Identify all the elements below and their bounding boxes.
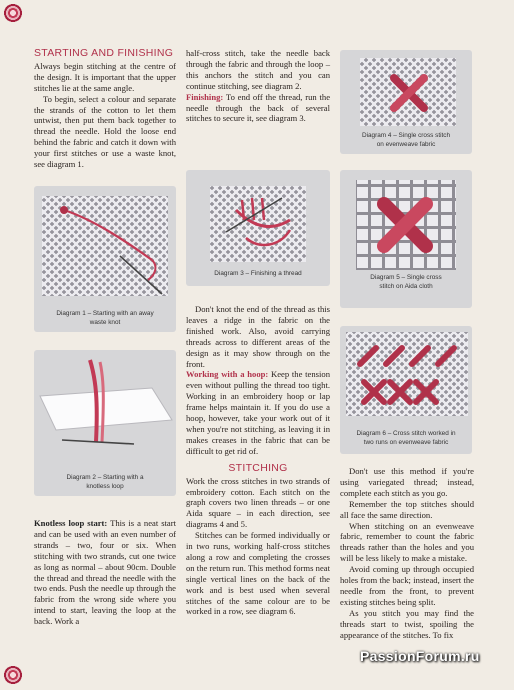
- hoop-text: Keep the tension even without pulling the thread too tight. Working in an embroidery hoop or lap frame helps maintain it. If you do use a hoop, however, take your work out of it when you're not stitching, as leaving it in makes creases in the fabric that can be difficult to get rid of.: [186, 369, 330, 456]
- diagram-4: [340, 50, 472, 154]
- column-1-intro: [34, 48, 176, 170]
- diagram-6-caption: Diagram 6 – Cross stitch worked in two runs on evenweave fabric: [356, 430, 456, 446]
- paragraph: To begin, select a colour and separate the strands of the cotton to let them untwist, then put them back together to thread the needle. Hold the loose end behind the fabric and catch it down with your first stitches or use a waste knot, see diagram 1.: [34, 93, 176, 170]
- heading-starting-finishing: STARTING AND FINISHING: [34, 47, 174, 59]
- paragraph: As you stitch you may find the threads start to twist, spoiling the appearance of the stitches. To fix: [340, 607, 474, 640]
- paragraph: Don't knot the end of the thread as this leaves a ridge in the fabric on the finished work. Also, avoid carrying threads across to different areas of the design as it may show through on the front.: [186, 304, 330, 369]
- diagram-3: [186, 170, 330, 286]
- diagram-2: [34, 350, 176, 496]
- paragraph: Remember the top stitches should all face the same direction.: [340, 498, 474, 520]
- column-2-top: [186, 48, 330, 124]
- paragraph: Always begin stitching at the centre of the design. It is important that the upper stitches lie at the same angle.: [34, 60, 176, 93]
- diagram-5-illustration: [340, 170, 472, 270]
- diagram-1: [34, 186, 176, 332]
- diagram-6: [340, 326, 472, 454]
- paragraph: When stitching on an evenweave fabric, remember to count the fabric threads rather than the holes and you will be less likely to make a mistake.: [340, 520, 474, 564]
- watermark-site-label: PassionForum.ru: [360, 648, 480, 664]
- diagram-2-illustration: [34, 350, 176, 462]
- diagram-5: [340, 170, 472, 308]
- heading-stitching: STITCHING: [228, 461, 288, 474]
- diagram-1-illustration: [34, 190, 176, 302]
- knotless-loop-text: This is a neat start and can be used with an even number of strands – two, four or six. When stitching with two strands, cut one twice as long as normal – about 90cm. Double the thread and thread the needle with the two ends. Push the needle up through the fabric from the wrong side where you intend to start, leaving the loop at the back. Work a: [34, 518, 176, 627]
- column-3-text: [340, 466, 474, 641]
- diagram-6-illustration: [340, 326, 472, 416]
- paragraph: [186, 92, 330, 125]
- finishing-label: Finishing:: [186, 91, 224, 102]
- column-2-middle: [186, 304, 330, 617]
- paragraph: [186, 369, 330, 456]
- paragraph: Stitches can be formed individually or in two runs, working half-cross stitches along a row and completing the crosses on the return run. This method forms neat single vertical lines on the back of the work and is best used when several stitches of the same colour are to be worked in a row, see diagram 6.: [186, 530, 330, 617]
- diagram-2-caption: Diagram 2 – Starting with a knotless loop: [66, 474, 144, 490]
- hoop-label: Working with a hoop:: [186, 369, 269, 380]
- corner-ornament-bottom-left: [2, 664, 24, 686]
- diagram-4-caption: Diagram 4 – Single cross stitch on evenweave fabric: [361, 132, 451, 148]
- paragraph: Work the cross stitches in two strands of embroidery cotton. Each stitch on the graph covers two linen threads – or one Aida square – in each direction, see diagrams 4 and 5.: [186, 475, 330, 530]
- paragraph: half-cross stitch, take the needle back through the fabric and through the loop – this anchors the stitch and you can continue stitching, see diagram 2.: [186, 48, 330, 91]
- diagram-5-caption: Diagram 5 – Single cross stitch on Aida cloth: [370, 274, 442, 290]
- diagram-3-caption: Diagram 3 – Finishing a thread: [214, 270, 302, 277]
- diagram-1-caption: Diagram 1 – Starting with an away waste knot: [56, 310, 154, 326]
- paragraph: Avoid coming up through occupied holes from the back; instead, insert the needle from the front, to prevent existing stitches being split.: [340, 564, 474, 607]
- corner-ornament-top-left: [2, 2, 24, 24]
- paragraph: [34, 518, 176, 627]
- diagram-3-illustration: [186, 170, 330, 266]
- column-1-knotless: [34, 518, 176, 627]
- finishing-text: To end off the thread, run the needle through the back of several stitches to secure it, see diagram 3.: [186, 91, 331, 124]
- knotless-loop-label: Knotless loop start:: [34, 518, 108, 528]
- paragraph: Don't use this method if you're using variegated thread; instead, complete each stitch as you go.: [340, 466, 474, 498]
- diagram-4-illustration: [340, 50, 472, 126]
